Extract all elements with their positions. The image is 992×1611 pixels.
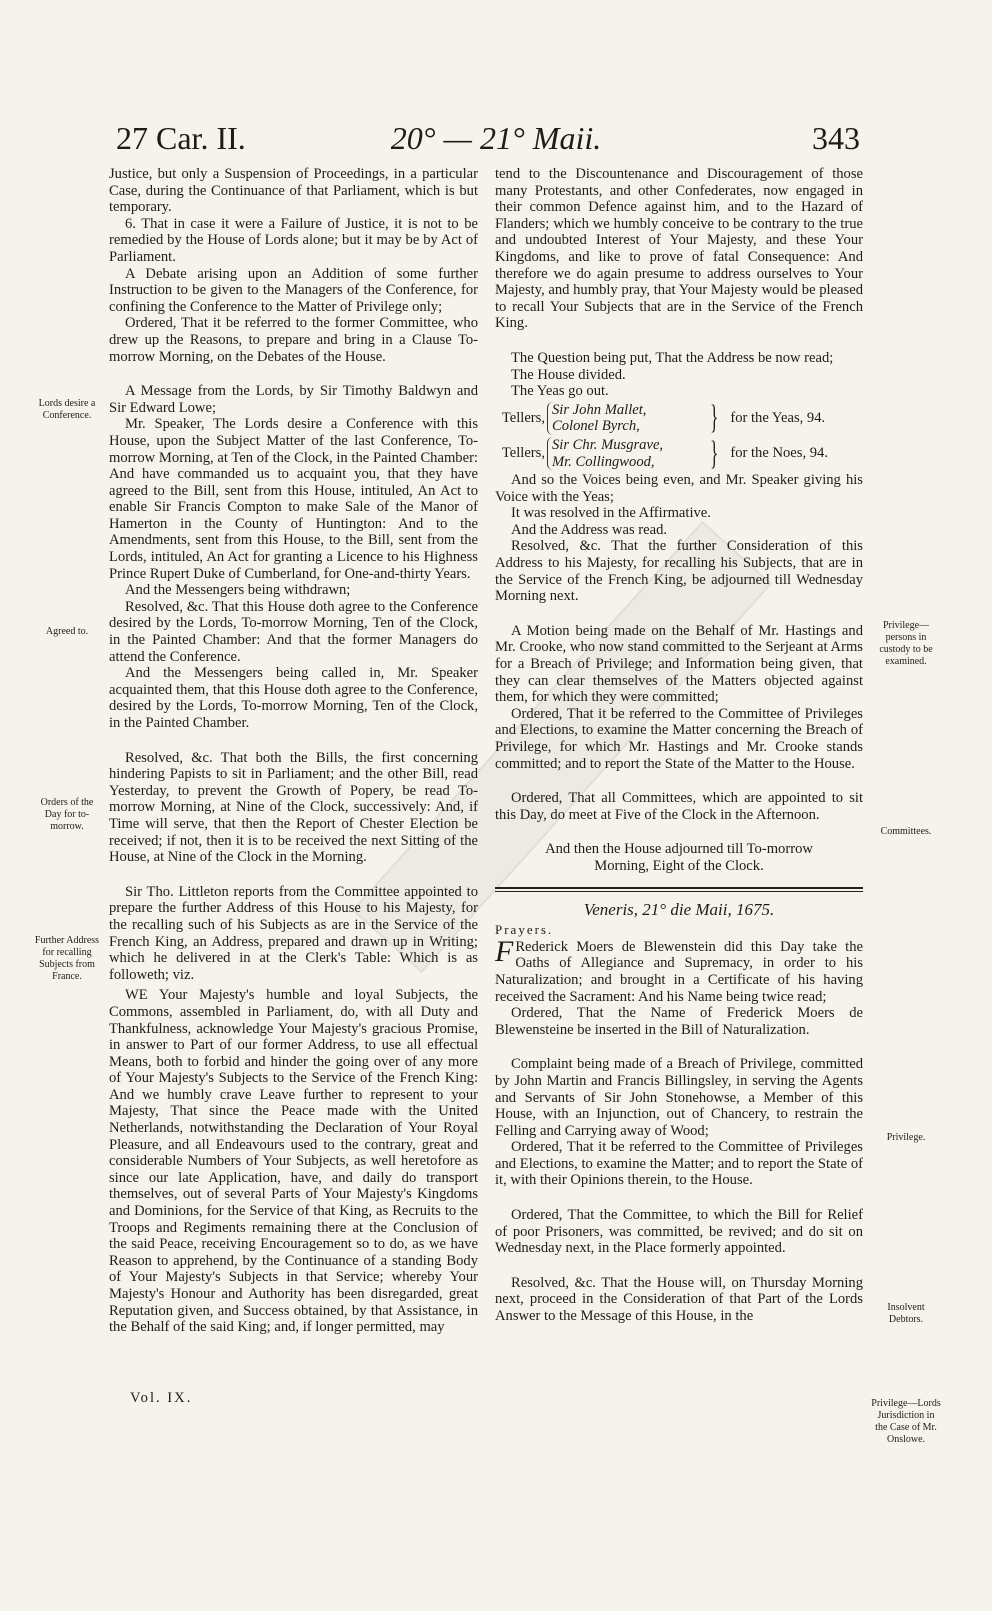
paragraph: Complaint being made of a Breach of Privilege, committed by John Martin and Francis Billingsley, in serving the Agents and Servants of Sir John Stonehowse, a Member of this House, with an Injunction, out of Chancery, to restrain the Felling and Carrying away of Wood;	[495, 1056, 863, 1139]
drop-cap: F	[495, 934, 514, 968]
paragraph: A Motion being made on the Behalf of Mr. Hastings and Mr. Crooke, who now stand committed to the Serjeant at Arms for a Breach of Privilege; and Information being given, that they can clear themselves of the Matters objected against them, for which they were committed;	[495, 622, 863, 706]
prayers-heading: Prayers.	[495, 922, 554, 938]
margin-note: Committees.	[880, 826, 932, 837]
left-column	[109, 166, 478, 1336]
tellers-label: Tellers,	[501, 410, 545, 427]
margin-note: Further Address for recalling Subjects from France.	[34, 935, 100, 982]
address-text: WE Your Majesty's humble and loyal Subjects, the Commons, assembled in Parliament, do, with all Duty and Thankfulness, acknowledge Your Majesty's gracious Promise, in answer to Part of our former Address, to use all effectual Means, both to forbid and hinder the going over of any more of Your Majesty's Subjects to the Service of the French King: And we humbly crave Leave further to represent to your Majesty, That since the Peace made with the United Netherlands, notwithstanding the Declaration of Your Royal Pleasure, and all Endeavours used to the contrary, great and considerable Numbers of Your Subjects, as well heretofore as since our late Application, have, and daily do transport themselves, out of several Parts of Your Majesty's Kingdoms and Dominions, for the Service of that King, as Recruits to the Troops and Regiments remaining there at the Conclusion of the said Peace, receiving Encouragement so to do, as we have Reason to apprehend, by the Continuance of a standing Body of Your Majesty's Subjects in that Service; whereby Your Majesty's Honour and Authority has been disregarded, great Reputation given, and Success obtained, by that Assistance, in the Behalf of the said King; and, if longer permitted, may	[109, 987, 478, 1336]
paragraph: Resolved, &c. That both the Bills, the first concerning hindering Papists to sit in Parliament; and the other Bill, read Yesterday, to prevent the Growth of Popery, be read To-morrow Morning, at Nine of the Clock, successively: And, if Time will serve, that then the Report of Chester Election be received; if not, then it is to be received the next Sitting of the House, at Nine of the Clock in the Morning.	[109, 749, 478, 866]
margin-note: Privilege—Lords Jurisdiction in the Case of Mr. Onslowe.	[871, 1398, 941, 1445]
paragraph: Ordered, That it be referred to the Committee of Privileges and Elections, to examine the Matter concerning the Breach of Privilege, for which Mr. Hastings and Mr. Crooke stands committed; and to report the State of the Matter to the House.	[495, 705, 863, 772]
paragraph: Ordered, That the Name of Frederick Moers de Blewensteine be inserted in the Bill of Naturalization.	[495, 1005, 863, 1038]
paragraph: Justice, but only a Suspension of Proceedings, in a particular Case, during the Continuance of that Parliament, which is but temporary.	[109, 166, 478, 216]
paragraph: 6. That in case it were a Failure of Justice, it is not to be remedied by the House of Lords alone; but it may be by Act of Parliament.	[109, 215, 478, 265]
paragraph: Ordered, That the Committee, to which the Bill for Relief of poor Prisoners, was committed, be revived; and do sit on Wednesday next, in the Place formerly appointed.	[495, 1207, 863, 1257]
paragraph: Ordered, That all Committees, which are appointed to sit this Day, do meet at Five of the Clock in the Afternoon.	[495, 790, 863, 823]
paragraph: Ordered, That it be referred to the Committee of Privileges and Elections, to examine the Matter; and to report the State of it, with their Opinions therein, to the House.	[495, 1139, 863, 1189]
paragraph: And so the Voices being even, and Mr. Speaker giving his Voice with the Yeas;	[495, 472, 863, 505]
paragraph: Ordered, That it be referred to the former Committee, who drew up the Reasons, to prepare and bring in a Clause To-morrow Morning, on the Debates of the House.	[109, 315, 478, 365]
margin-note: Orders of the Day for to-morrow.	[40, 797, 94, 832]
paragraph: Resolved, &c. That the further Consideration of this Address to his Majesty, for recalling his Subjects, that are in the Service of the French King, be adjourned till Wednesday Morning next.	[495, 538, 863, 605]
tellers-names: Sir John Mallet, Colonel Byrch,	[547, 402, 702, 435]
paragraph: Sir Tho. Littleton reports from the Committee appointed to prepare the further Address of this House to his Majesty, for the recalling such of his Subjects as are in the Service of the French King, an Address, prepared and drawn up in Writing; which he delivered in at the Clerk's Table: Which is as followeth; viz.	[109, 883, 478, 983]
tellers-names: Sir Chr. Musgrave, Mr. Collingwood,	[547, 437, 702, 470]
paragraph: And the Address was read.	[511, 521, 668, 538]
paragraph: Resolved, &c. That this House doth agree to the Conference desired by the Lords, To-morrow Morning, Ten of the Clock, in the Painted Chamber: And that the former Managers do attend the Conference.	[109, 598, 478, 665]
brace-icon: }	[710, 399, 719, 437]
margin-note: Agreed to.	[45, 626, 89, 637]
tellers-label: Tellers,	[501, 445, 545, 462]
paragraph: The House divided.	[511, 366, 626, 383]
paragraph: It was resolved in the Affirmative.	[511, 505, 711, 522]
header-date: 20° — 21° Maii.	[390, 120, 602, 156]
paragraph: A Debate arising upon an Addition of some further Instruction to be given to the Managers of the Conference, for confining the Conference to the Matter of Privilege only;	[109, 265, 478, 315]
header-regnal-year: 27 Car. II.	[116, 120, 246, 156]
tellers-noes	[495, 434, 863, 472]
adjournment: And then the House adjourned till To-morrow Morning, Eight of the Clock.	[545, 841, 813, 874]
page-number: 343	[812, 120, 860, 156]
margin-note: Privilege.	[886, 1132, 926, 1143]
paragraph: The Yeas go out.	[511, 383, 609, 400]
margin-note: Insolvent Debtors.	[887, 1302, 925, 1325]
paragraph: And the Messengers being withdrawn;	[125, 582, 351, 599]
paragraph: Mr. Speaker, The Lords desire a Conference with this House, upon the Subject Matter of the last Conference, To-morrow Morning, at Ten of the Clock, in the Painted Chamber: And have commanded us to acquaint you, that they have agreed to the Bill, sent from this House, intituled, An Act to enable Sir Francis Compton to make Sale of the Manor of Hamerton in the County of Huntington: And to the Amendments, sent from this House, to the Bill, sent from the Lords, intituled, An Act for granting a Licence to his Highness Prince Rupert Duke of Cumberland, for One-and-thirty Years.	[109, 416, 478, 582]
brace-icon: }	[710, 434, 719, 472]
date-heading: Veneris, 21° die Maii, 1675.	[583, 899, 775, 919]
tellers-result: for the Noes, 94.	[730, 445, 829, 462]
tellers-result: for the Yeas, 94.	[730, 410, 826, 427]
margin-note: Lords desire a Conference.	[38, 398, 96, 421]
volume-footer: Vol. IX.	[130, 1390, 193, 1406]
section-divider	[495, 887, 863, 892]
paragraph: The Question being put, That the Address be now read;	[511, 349, 834, 366]
paragraph: F Rederick Moers de Blewenstein did this Day take the Oaths of Allegiance and Supremacy, in order to his Naturalization; and brought in a Certificate of his having received the Sacrament: And his Name being twice read;	[495, 934, 863, 1005]
paragraph: A Message from the Lords, by Sir Timothy Baldwyn and Sir Edward Lowe;	[109, 383, 478, 416]
paragraph: Resolved, &c. That the House will, on Thursday Morning next, proceed in the Consideration of that Part of the Lords Answer to the Message of this House, in the	[495, 1274, 863, 1325]
right-column	[495, 166, 863, 1325]
paragraph: And the Messengers being called in, Mr. Speaker acquainted them, that this House doth agree to the Conference, desired by the Lords, To-morrow Morning, Ten of the Clock, in the Painted Chamber.	[109, 665, 478, 731]
margin-note: Privilege—persons in custody to be examined.	[879, 620, 933, 667]
address-text: tend to the Discountenance and Discouragement of those many Protestants, and other Confederates, now engaged in their common Defence against him, and to the Hazard of Flanders; which we humbly conceive to be contrary to the true and undoubted Interest of Your Majesty, and these Your Kingdoms, and like to prove of fatal Consequence: And therefore we do again presume to address ourselves to Your Majesty, and humbly pray, that Your Majesty would be pleased to recall Your Subjects that are in the Service of the French King.	[495, 166, 863, 332]
tellers-yeas	[495, 399, 863, 437]
